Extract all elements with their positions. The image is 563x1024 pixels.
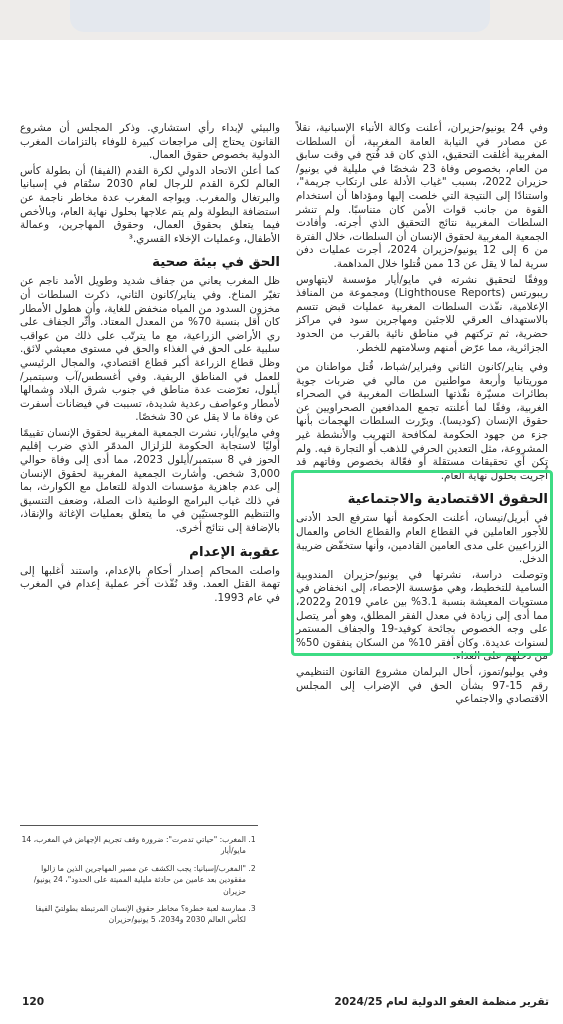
left-column xyxy=(20,122,280,607)
heading-economic-rights: الحقوق الاقتصادية والاجتماعية xyxy=(347,492,548,508)
paragraph-drought: ظل المغرب يعاني من جفاف شديد وطويل الأمد ناجم عن تغيّر المناخ. وفي يناير/كانون الثاني، ذكرت السلطات أن مخزون السدود من المياه منخفض للغاية، وأن هطول الأمطار كان أقل بنسبة 70% من المعدل المعتاد. وأثّر الجفاف على ري الأراضي الزراعية، مع ما يترتّب على ذلك من عواقب سلبية على الحق في الغذاء والحق في مستوى معيشي لائق. وظل قطاع الزراعة أكبر قطاع اقتصادي، والمجال الرئيسي للعمل في المناطق الريفية. وفي أغسطس/آب وسبتمبر/أيلول، تعرّضت عدة مناطق في جنوب شرق البلاد وشمالها لأمطار وعواصف رعدية شديدة، تسببت في فيضانات أسفرت عن وفاة ما لا يقل عن 30 شخصًا. xyxy=(20,275,280,424)
top-card xyxy=(70,0,490,32)
paragraph-council-opinion: والبيئي لإبداء رأي استشاري. وذكر المجلس أن مشروع القانون يحتاج إلى مراجعات كبيرة للوفاء بالتزامات المغرب الدولية بخصوص حقوق العمال. xyxy=(20,122,280,162)
paragraph-min-wage: في أبريل/نيسان، أعلنت الحكومة أنها سترفع الحد الأدنى للأجور العاملين في القطاع العام والقطاع الخاص والعمال الزراعيين على مدى العامين القادمين، وأنها ستخفّض ضريبة الدخل. xyxy=(296,512,548,566)
footnote-item: 2. "المغرب/إسبانيا: يجب الكشف عن مصير المهاجرين الذين ما زالوا مفقودين بعد عامين من حادثة مليلية المميتة على الحدود"، 24 يونيو/حزيران xyxy=(20,863,246,897)
paragraph-earthquake: وفي مايو/أيار، نشرت الجمعية المغربية لحقوق الإنسان تقييمًا أوليًا لاستجابة الحكومة للزلزال المدمّر الذي ضرب إقليم الحوز في 8 سبتمبر/أيلول 2023، مما أدى إلى وفاة حوالي 3,000 شخص. وأشارت الجمعية المغربية لحقوق الإنسان إلى عدم جاهزية مؤسسات الدولة للتعامل مع الكوارث، بما في ذلك غياب البرامج الوطنية ذات الصلة، وضعف التنسيق والتنظيم اللوجستيّين في ما يتعلق بعمليات الإغاثة والإنقاذ، بالإضافة إلى نتائج أخرى. xyxy=(20,426,280,535)
footnote-item: 1. المغرب: "حياتي تدمرت": ضرورة وقف تجريم الإجهاض في المغرب، 14 مايو/أيار xyxy=(20,834,246,857)
highlight-box xyxy=(291,470,553,656)
paragraph-executions: واصلت المحاكم إصدار أحكام بالإعدام، واستند أغلبها إلى تهمة القتل العمد. وقد نُفّذت آخر عملية إعدام في المغرب في عام 1993. xyxy=(20,564,280,604)
heading-healthy-environment: الحق في بيئة صحية xyxy=(152,255,280,271)
footnote-item: 3. ممارسة لعبة خطرة؟ مخاطر حقوق الإنسان المرتبطة بطولتيّ الفيفا لكأس العالم 2030 و2034، 5 يونيو/حزيران xyxy=(20,903,246,926)
paragraph-drone-strikes: وفي يناير/كانون الثاني وفبراير/شباط، قُتل مواطنان من موريتانيا وأربعة مواطنين من مالي في ضربات جوية بطائرات مسيّرة نفّذتها السلطات المغربية في الصحراء الغربية، وفقًا لما أعلنته تجمع المدافعين الصحراويين عن حقوق الإنسان (كوديسا). وبرّرت السلطات الهجمات بأنها جزء من جهود الحكومة لمكافحة التهريب والأنشطة غير المشروعة، مثل التعدين الحرفي للذهب أو التجارة فيه. ولم تكن أي تحقيقات مستقلة أو فعّالة بخصوص وفاتهم قد أُجريت بحلول نهاية العام. xyxy=(296,361,548,482)
footnote-divider xyxy=(20,825,258,826)
paragraph-lighthouse: ووفقًا لتحقيق نشرته في مايو/أيار مؤسسة لايتهاوس ريبورتس (Lighthouse Reports) ومجموعة من المنافذ الإعلامية، نفّذت السلطات المغربية عمليات قبض تتسم بالاستهداف العرقي للاجئين ومهاجرين سود في مراكز حضرية، ثم تركتهم في مناطق نائية بالقرب من الحدود الجزائرية، مما عرّض أمنهم وسلامتهم للخطر. xyxy=(296,273,548,354)
top-bar xyxy=(0,0,563,40)
footnotes xyxy=(20,834,260,932)
paragraph-melilla: وفي 24 يونيو/حزيران، أعلنت وكالة الأنباء الإسبانية، نقلاً عن مصادر في النيابة العامة المغربية، أن السلطات المغربية أغلقت التحقيق، الذي كان قد فُتح في وقت سابق من العام، بخصوص وفاة 23 شخصًا في مليلية في يونيو/حزيران 2022، بسبب "غياب الأدلة على ارتكاب جريمة"، واستنادًا إلى النتيجة التي خلصت إليها ومؤداها أن استخدام القوة من جانب قوات الأمن كان متناسبًا. ولم تنشر السلطات المغربية نتائج التحقيق الذي أجرته. وأفادت الجمعية المغربية لحقوق الإنسان أن السلطات، خلال الفترة من 6 إلى 12 يونيو/حزيران 2024، أجرت عمليات دفن سرية لما لا يقل عن 13 ممن قُتلوا خلال المداهمة. xyxy=(296,122,549,270)
footer-report-title: تقرير منظمة العفو الدولية لعام 2024/25 xyxy=(334,996,549,1008)
paragraph-strike-law: وفي يوليو/تموز، أحال البرلمان مشروع القانون التنظيمي رقم 15-97 بشأن الحق في الإضراب إلى المجلس الاقتصادي والاجتماعي xyxy=(296,665,548,706)
paragraph-living-standards: وتوصلت دراسة، نشرتها في يونيو/حزيران المندوبية السامية للتخطيط، وهي مؤسسة الإحصاء، إلى انخفاض في مستويات المعيشة بنسبة 3.1% بين عامي 2019 و2022، مما أدى إلى زيادة في معدل الفقر المطلق، وهو أمر يتصل على وجه الخصوص بجائحة كوفيد-19 والجفاف المستمر لسنوات عديدة. وكان أفقر 10% من السكان ينفقون 50% من دخلهم على الغذاء. xyxy=(296,568,549,663)
heading-death-penalty: عقوبة الإعدام xyxy=(189,544,280,560)
paragraph-world-cup: كما أعلن الاتحاد الدولي لكرة القدم (الفيفا) أن بطولة كأس العالم لكرة القدم للرجال لعام 2030 ستُقام في إسبانيا والبرتغال والمغرب. ويواجه المغرب عدة مخاطر ناجمة عن استضافة البطولة ولم يتم علاجها بحلول نهاية العام، وبالأخص فيما يتعلق بحقوق العمال، وحقوق المهاجرين، وعمالة الأطفال، وعمليات الإخلاء القسري.³ xyxy=(20,164,281,245)
page-number: 120 xyxy=(22,996,45,1008)
